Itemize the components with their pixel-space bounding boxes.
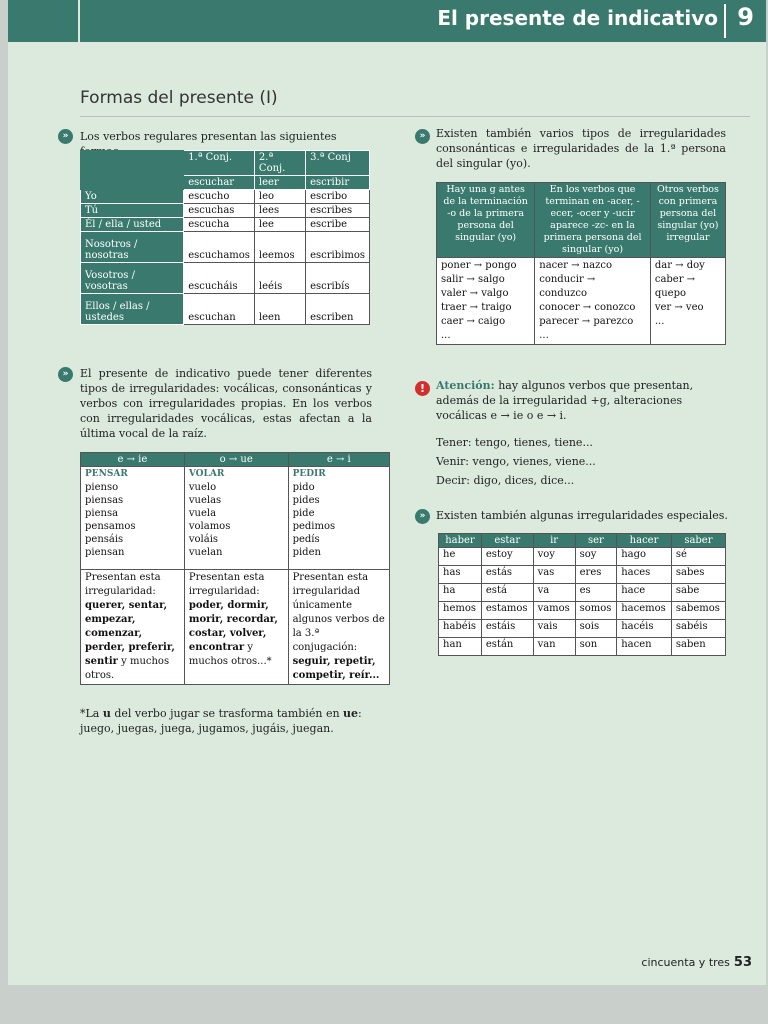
table-cell: estás: [481, 566, 533, 584]
table-cell: escuchamos: [184, 232, 255, 263]
page-words: cincuenta y tres: [641, 956, 730, 969]
table-row: [81, 218, 370, 232]
warning-icon: !: [415, 381, 430, 396]
header-divider: [78, 0, 80, 42]
table-cell: leéis: [254, 263, 305, 294]
column-header: estar: [481, 534, 533, 548]
note-text: Presentan esta irregularidad:: [188, 572, 265, 597]
table-cell: [184, 570, 288, 685]
row-label: Yo: [81, 190, 184, 204]
table-cell: lee: [254, 218, 305, 232]
verb-heading: PENSAR: [85, 469, 128, 479]
column-header: Hay una g antes de la terminación -o de la primera persona del singular (yo): [437, 183, 535, 258]
table-cell: escribo: [306, 190, 370, 204]
row-label: Tú: [81, 204, 184, 218]
table-cell: sé: [671, 548, 725, 566]
chapter-separator: [724, 4, 726, 38]
table-cell: estáis: [481, 620, 533, 638]
irregular-paragraph: El presente de indicativo puede tener diferentes tipos de irregularidades: vocálicas, consonánticas y verbos con irregularidades propias. En los verbos con irregularidades vocálicas, estas afectan a la última vocal de la raíz.: [80, 367, 372, 440]
table-cell: dar → doy caber → quepo ver → veo ...: [650, 258, 725, 345]
footnote-part: : juego, juegas, juega, jugamos, jugáis, juegan.: [80, 707, 362, 735]
table-cell: hemos: [439, 602, 482, 620]
row-label: Nosotros / nosotras: [81, 232, 184, 263]
column-header: e → i: [288, 453, 389, 467]
row-label: Ellos / ellas / ustedes: [81, 294, 184, 325]
bullet-arrow-icon: »: [58, 129, 73, 144]
table-corner: [81, 151, 184, 176]
table-row: [439, 566, 726, 584]
table-cell: han: [439, 638, 482, 656]
table-cell: sois: [575, 620, 617, 638]
page-footer: [641, 955, 752, 970]
table-cell: voy: [533, 548, 575, 566]
bullet-arrow-icon: »: [415, 509, 430, 524]
table-cell: eres: [575, 566, 617, 584]
table-cell: sabemos: [671, 602, 725, 620]
table-cell: escribes: [306, 204, 370, 218]
table-row: [81, 232, 370, 263]
column-header: ir: [533, 534, 575, 548]
table-cell: [81, 570, 185, 685]
verb-forms: vuelo vuelas vuela volamos voláis vuelan: [188, 482, 231, 558]
verb-header: leer: [254, 176, 305, 190]
column-header: En los verbos que terminan en -acer, -ecer, -ocer y -ucir aparece -zc- en la primera persona del singular (yo): [535, 183, 651, 258]
footnote: [80, 706, 380, 736]
table-cell: hace: [617, 584, 672, 602]
table-row: [439, 534, 726, 548]
table-cell: estoy: [481, 548, 533, 566]
column-header: Otros verbos con primera persona del singular (yo) irregular: [650, 183, 725, 258]
table-cell: [81, 467, 185, 570]
conj-header: 1.ª Conj.: [184, 151, 255, 176]
verb-header: escribir: [306, 176, 370, 190]
table-cell: lees: [254, 204, 305, 218]
table-cell: estamos: [481, 602, 533, 620]
examples-list: [436, 433, 726, 490]
table-cell: leen: [254, 294, 305, 325]
verb-forms: pienso piensas piensa pensamos pensáis piensan: [85, 482, 136, 558]
column-header: hacer: [617, 534, 672, 548]
table-cell: vais: [533, 620, 575, 638]
table-row: [439, 584, 726, 602]
table-cell: van: [533, 638, 575, 656]
attention-label: Atención:: [436, 379, 495, 392]
consonant-irregularities-table: [436, 182, 726, 345]
table-cell: soy: [575, 548, 617, 566]
row-label: Vosotros / vosotras: [81, 263, 184, 294]
table-cell: poner → pongo salir → salgo valer → valgo traer → traigo caer → caigo ...: [437, 258, 535, 345]
table-row: [81, 190, 370, 204]
table-cell: hacen: [617, 638, 672, 656]
table-cell: hago: [617, 548, 672, 566]
table-cell: hacéis: [617, 620, 672, 638]
table-cell: escuchan: [184, 294, 255, 325]
table-cell: [288, 467, 389, 570]
column-header: haber: [439, 534, 482, 548]
table-row: [437, 258, 726, 345]
chapter-title: El presente de indicativo: [437, 6, 718, 30]
table-cell: leo: [254, 190, 305, 204]
bullet-arrow-icon: »: [58, 367, 73, 382]
table-row: [439, 548, 726, 566]
vowel-irregularities-table: [80, 452, 390, 685]
conj-header: 3.ª Conj: [306, 151, 370, 176]
note-text: Presentan esta irregularidad:: [85, 572, 161, 597]
table-row: [81, 570, 390, 685]
table-row: [81, 204, 370, 218]
chapter-header-bar: [8, 0, 766, 42]
attention-paragraph: [436, 378, 728, 423]
table-cell: haces: [617, 566, 672, 584]
note-bold: poder, dormir, morir, recordar, costar, volver, encontrar: [188, 600, 278, 653]
table-cell: leemos: [254, 232, 305, 263]
table-cell: [184, 467, 288, 570]
table-cell: escucha: [184, 218, 255, 232]
regular-verbs-table: [80, 150, 370, 325]
table-cell: son: [575, 638, 617, 656]
table-cell: somos: [575, 602, 617, 620]
special-paragraph: Existen también algunas irregularidades especiales.: [436, 509, 728, 522]
example-line: Venir: vengo, vienes, viene...: [436, 455, 596, 468]
attention-text: hay algunos verbos que presentan, además de la irregularidad +g, alteraciones vocálicas e → ie o e → i.: [436, 379, 694, 422]
column-header: e → ie: [81, 453, 185, 467]
table-corner: [81, 176, 184, 190]
note-text: y muchos otros...*: [188, 642, 272, 667]
title-rule: [80, 116, 750, 117]
table-cell: escribís: [306, 263, 370, 294]
column-header: o → ue: [184, 453, 288, 467]
table-cell: nacer → nazco conducir → conduzco conocer → conozco parecer → parezco ...: [535, 258, 651, 345]
table-row: [439, 638, 726, 656]
special-irregularities-table: [438, 533, 726, 656]
verb-heading: VOLAR: [188, 469, 225, 479]
table-cell: vamos: [533, 602, 575, 620]
note-bold: seguir, repetir, competir, reír...: [292, 656, 380, 681]
table-cell: escriben: [306, 294, 370, 325]
conj-header: 2.ª Conj.: [254, 151, 305, 176]
section-title: Formas del presente (I): [80, 88, 278, 108]
table-cell: sabes: [671, 566, 725, 584]
table-cell: has: [439, 566, 482, 584]
column-header: ser: [575, 534, 617, 548]
table-cell: sabéis: [671, 620, 725, 638]
intro-paragraph: Los verbos regulares presentan las siguientes: [80, 130, 337, 143]
footnote-part: del verbo jugar se trasforma también en: [110, 707, 344, 720]
table-cell: [288, 570, 389, 685]
footnote-bold: u: [102, 707, 111, 720]
bullet-arrow-icon: »: [415, 129, 430, 144]
table-cell: escucho: [184, 190, 255, 204]
table-cell: hacemos: [617, 602, 672, 620]
verb-header: escuchar: [184, 176, 255, 190]
table-cell: escribimos: [306, 232, 370, 263]
table-cell: ha: [439, 584, 482, 602]
table-cell: es: [575, 584, 617, 602]
note-bold: querer, sentar, empezar, comenzar, perder, preferir, sentir: [85, 600, 175, 667]
table-row: [81, 294, 370, 325]
table-cell: escucháis: [184, 263, 255, 294]
table-cell: sabe: [671, 584, 725, 602]
table-row: [81, 263, 370, 294]
verb-forms: pido pides pide pedimos pedís piden: [292, 482, 336, 558]
table-row: [439, 620, 726, 638]
table-row: [439, 602, 726, 620]
table-cell: están: [481, 638, 533, 656]
verb-heading: PEDIR: [292, 469, 326, 479]
page-number: 53: [733, 955, 752, 970]
example-line: Decir: digo, dices, dice...: [436, 474, 575, 487]
column-header: saber: [671, 534, 725, 548]
footnote-bold: ue: [343, 707, 359, 720]
consonant-paragraph: Existen también varios tipos de irregularidades consonánticas e irregularidades de la 1.ª persona del singular (yo).: [436, 127, 726, 170]
table-cell: está: [481, 584, 533, 602]
table-cell: vas: [533, 566, 575, 584]
table-cell: saben: [671, 638, 725, 656]
footnote-part: *La: [80, 707, 103, 720]
chapter-number: 9: [737, 3, 754, 31]
note-text: Presentan esta irregularidad únicamente algunos verbos de la 3.ª conjugación:: [292, 572, 385, 653]
table-cell: escuchas: [184, 204, 255, 218]
table-cell: va: [533, 584, 575, 602]
table-row: [81, 467, 390, 570]
note-text: y muchos otros.: [85, 656, 170, 681]
table-cell: escribe: [306, 218, 370, 232]
row-label: Él / ella / usted: [81, 218, 184, 232]
example-line: Tener: tengo, tienes, tiene...: [436, 436, 593, 449]
table-cell: he: [439, 548, 482, 566]
table-cell: habéis: [439, 620, 482, 638]
book-page: [8, 0, 766, 985]
